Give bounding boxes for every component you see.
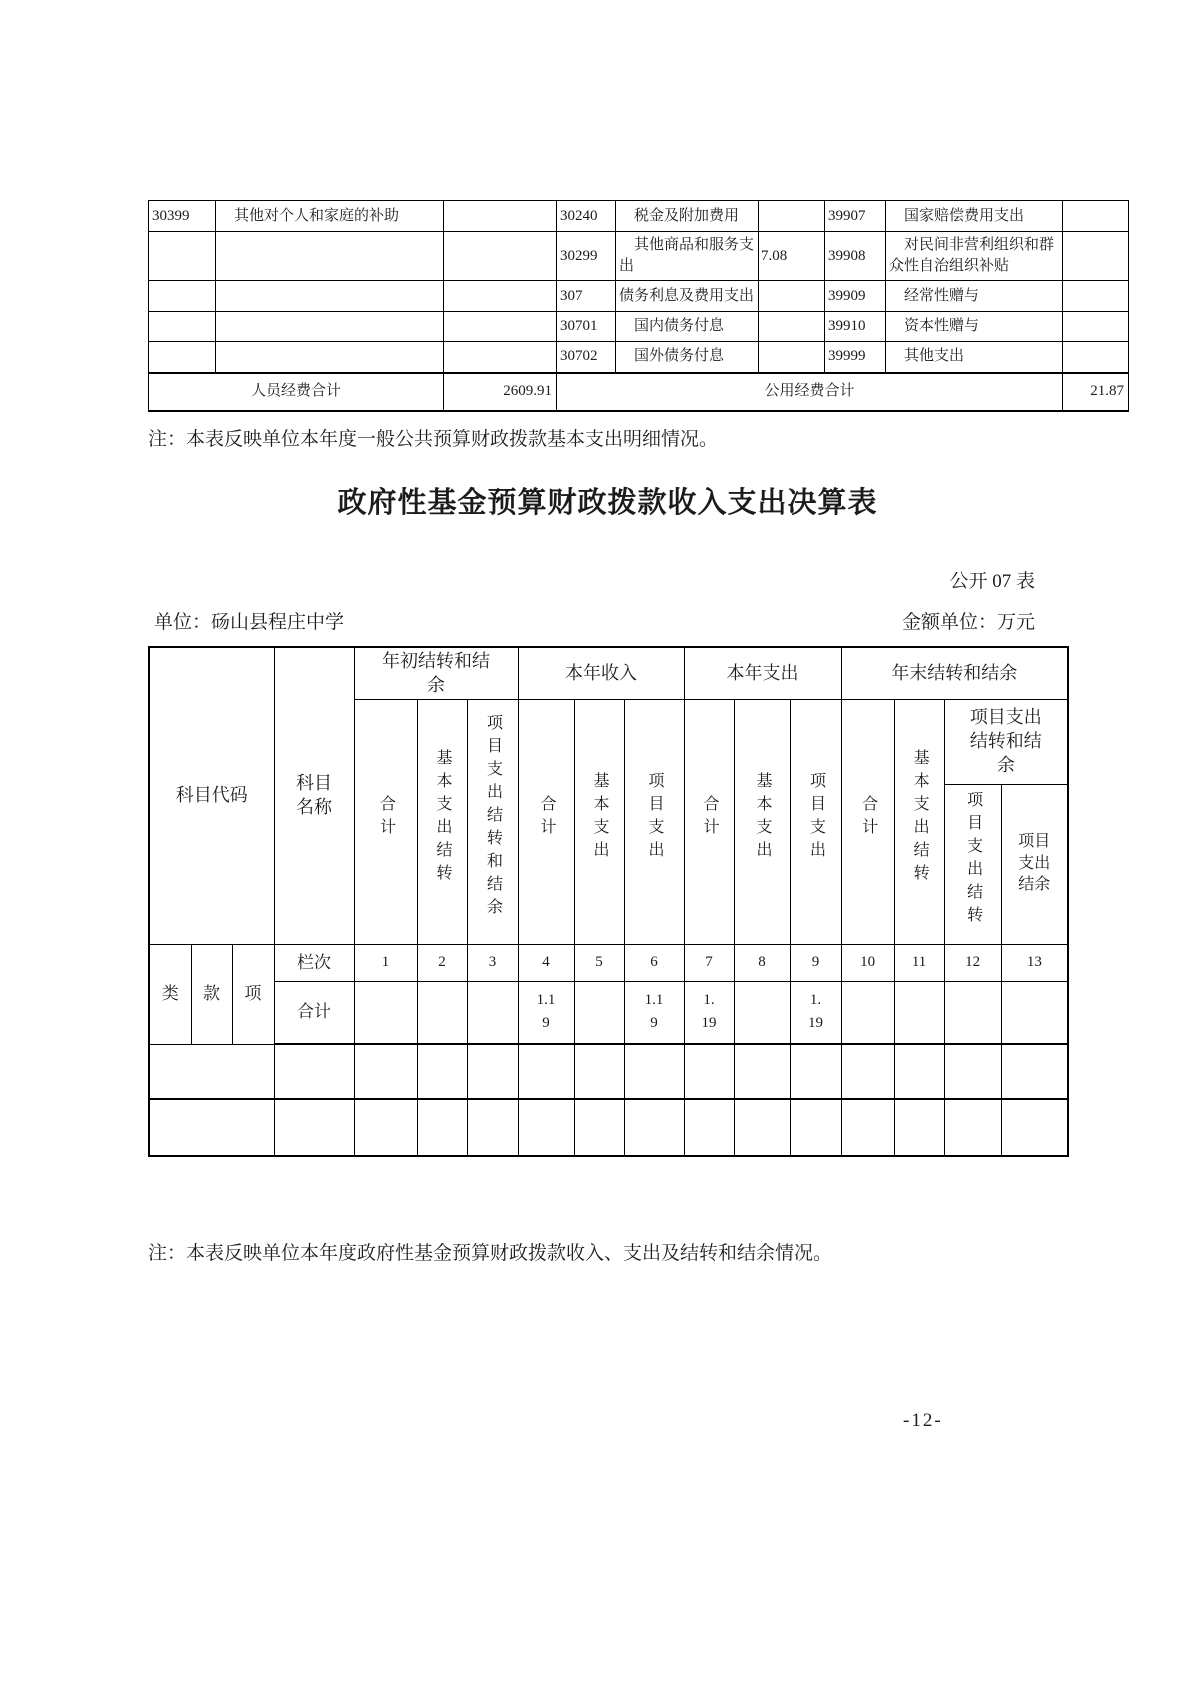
- subject-name-header: 科目名称: [274, 647, 354, 944]
- column-index: 2: [417, 944, 467, 981]
- empty-cell: [417, 1044, 467, 1099]
- subgroup-header-project-carryover: 项目支出结转和结余: [944, 699, 1068, 784]
- empty-cell: [417, 1099, 467, 1156]
- value-cell: 1.19: [624, 981, 684, 1044]
- public-total-label: 公用经费合计: [557, 373, 1063, 411]
- value-cell: [734, 981, 790, 1044]
- empty-cell: [1001, 1099, 1068, 1156]
- group-header-year-expense: 本年支出: [684, 647, 841, 699]
- name-cell: 国内债务付息: [616, 312, 759, 342]
- empty-cell: [841, 1044, 894, 1099]
- empty-cell: [574, 1099, 624, 1156]
- column-index-label: 栏次: [274, 944, 354, 981]
- value-cell: [1063, 342, 1129, 373]
- value-cell: [1063, 281, 1129, 312]
- col-header: 项目支出: [624, 699, 684, 944]
- name-cell: 国家赔偿费用支出: [886, 201, 1063, 232]
- gov-fund-budget-table: [148, 646, 1069, 1157]
- value-cell: [1001, 981, 1068, 1044]
- name-cell: 其他支出: [886, 342, 1063, 373]
- value-cell: [759, 201, 825, 232]
- value-cell: 7.08: [759, 232, 825, 281]
- value-cell: [444, 201, 557, 232]
- value-cell: [467, 981, 518, 1044]
- col-header: 合计: [684, 699, 734, 944]
- value-cell: [574, 981, 624, 1044]
- col-header: 合计: [518, 699, 574, 944]
- group-header-begin-year: 年初结转和结余: [354, 647, 518, 699]
- value-cell: [759, 342, 825, 373]
- value-cell: [841, 981, 894, 1044]
- name-cell: [216, 312, 444, 342]
- basic-expenditure-detail-table: [148, 200, 1129, 412]
- col-header: 基本支出: [734, 699, 790, 944]
- empty-cell: [684, 1044, 734, 1099]
- name-cell: 经常性赠与: [886, 281, 1063, 312]
- column-index: 6: [624, 944, 684, 981]
- empty-cell: [894, 1044, 944, 1099]
- code-cell: 39908: [825, 232, 886, 281]
- empty-cell: [734, 1044, 790, 1099]
- name-cell: [216, 281, 444, 312]
- empty-cell: [1001, 1044, 1068, 1099]
- amount-unit: 金额单位：万元: [901, 612, 1035, 633]
- value-cell: [444, 312, 557, 342]
- value-cell: [1063, 201, 1129, 232]
- name-cell: 税金及附加费用: [616, 201, 759, 232]
- empty-cell: [149, 1044, 274, 1099]
- code-cell: [149, 232, 216, 281]
- code-section-cell: 款: [191, 944, 232, 1044]
- header-row: [149, 647, 1068, 699]
- table-row: [149, 312, 1129, 342]
- value-cell: [1063, 312, 1129, 342]
- table-row: [149, 281, 1129, 312]
- value-cell: [1063, 232, 1129, 281]
- name-cell: 债务利息及费用支出: [616, 281, 759, 312]
- value-cell: [444, 232, 557, 281]
- value-cell: [354, 981, 417, 1044]
- page-number: -12-: [903, 1410, 943, 1431]
- subject-code-header: 科目代码: [149, 647, 274, 944]
- column-index: 12: [944, 944, 1001, 981]
- col-header: 合计: [354, 699, 417, 944]
- column-index: 5: [574, 944, 624, 981]
- empty-cell: [354, 1044, 417, 1099]
- value-cell: [759, 281, 825, 312]
- empty-cell: [841, 1099, 894, 1156]
- column-index: 7: [684, 944, 734, 981]
- table2-note: 注：本表反映单位本年度政府性基金预算财政拨款收入、支出及结转和结余情况。: [148, 1243, 833, 1264]
- name-cell: 其他商品和服务支出: [616, 232, 759, 281]
- col-header: 基本支出结转: [894, 699, 944, 944]
- empty-cell: [734, 1099, 790, 1156]
- col-header: 项目支出结转: [944, 784, 1001, 944]
- empty-cell: [790, 1044, 841, 1099]
- empty-cell: [624, 1099, 684, 1156]
- code-cell: [149, 312, 216, 342]
- value-cell: [894, 981, 944, 1044]
- empty-cell: [944, 1099, 1001, 1156]
- empty-cell: [624, 1044, 684, 1099]
- value-cell: [944, 981, 1001, 1044]
- empty-cell: [684, 1099, 734, 1156]
- col-header: 基本支出结转: [417, 699, 467, 944]
- empty-cell: [274, 1044, 354, 1099]
- code-cell: 30701: [557, 312, 616, 342]
- code-cell: 39907: [825, 201, 886, 232]
- org-unit: 单位：砀山县程庄中学: [154, 612, 345, 633]
- code-cell: [149, 281, 216, 312]
- value-cell: 1.19: [518, 981, 574, 1044]
- column-index: 3: [467, 944, 518, 981]
- name-cell: [216, 342, 444, 373]
- name-cell: 其他对个人和家庭的补助: [216, 201, 444, 232]
- col-header: 项目支出: [790, 699, 841, 944]
- col-header: 项目支出结转和结余: [467, 699, 518, 944]
- code-cell: 39909: [825, 281, 886, 312]
- code-item-cell: 项: [232, 944, 274, 1044]
- name-cell: 国外债务付息: [616, 342, 759, 373]
- code-cell: 30399: [149, 201, 216, 232]
- value-cell: [759, 312, 825, 342]
- column-index-row: [149, 944, 1068, 981]
- empty-cell: [944, 1044, 1001, 1099]
- column-index: 13: [1001, 944, 1068, 981]
- group-header-year-income: 本年收入: [518, 647, 684, 699]
- empty-cell: [467, 1044, 518, 1099]
- table-row: [149, 232, 1129, 281]
- code-cell: 30299: [557, 232, 616, 281]
- code-class-cell: 类: [149, 944, 191, 1044]
- empty-row: [149, 1044, 1068, 1099]
- personnel-total-label: 人员经费合计: [149, 373, 444, 411]
- code-cell: 307: [557, 281, 616, 312]
- empty-cell: [518, 1099, 574, 1156]
- table-row: [149, 342, 1129, 373]
- code-cell: [149, 342, 216, 373]
- empty-cell: [790, 1099, 841, 1156]
- total-label: 合计: [274, 981, 354, 1044]
- empty-cell: [467, 1099, 518, 1156]
- empty-cell: [518, 1044, 574, 1099]
- table-row: [149, 201, 1129, 232]
- column-index: 9: [790, 944, 841, 981]
- page-title: 政府性基金预算财政拨款收入支出决算表: [337, 487, 878, 519]
- empty-row: [149, 1099, 1068, 1156]
- empty-cell: [149, 1099, 274, 1156]
- value-cell: 1.19: [684, 981, 734, 1044]
- value-cell: [417, 981, 467, 1044]
- personnel-total-value: 2609.91: [444, 373, 557, 411]
- group-header-end-year: 年末结转和结余: [841, 647, 1068, 699]
- empty-cell: [894, 1099, 944, 1156]
- form-tag: 公开 07 表: [949, 571, 1035, 592]
- name-cell: 资本性赠与: [886, 312, 1063, 342]
- code-cell: 39910: [825, 312, 886, 342]
- table-total-row: [149, 373, 1129, 411]
- name-cell: [216, 232, 444, 281]
- empty-cell: [274, 1099, 354, 1156]
- column-index: 11: [894, 944, 944, 981]
- code-cell: 30240: [557, 201, 616, 232]
- table1-note: 注：本表反映单位本年度一般公共预算财政拨款基本支出明细情况。: [148, 429, 719, 450]
- col-header: 项目支出结余: [1001, 784, 1068, 944]
- code-cell: 30702: [557, 342, 616, 373]
- column-index: 1: [354, 944, 417, 981]
- value-cell: [444, 281, 557, 312]
- total-row: [149, 981, 1068, 1044]
- col-header: 合计: [841, 699, 894, 944]
- column-index: 8: [734, 944, 790, 981]
- code-cell: 39999: [825, 342, 886, 373]
- empty-cell: [574, 1044, 624, 1099]
- value-cell: 1.19: [790, 981, 841, 1044]
- empty-cell: [354, 1099, 417, 1156]
- public-total-value: 21.87: [1063, 373, 1129, 411]
- col-header: 基本支出: [574, 699, 624, 944]
- name-cell: 对民间非营利组织和群众性自治组织补贴: [886, 232, 1063, 281]
- column-index: 4: [518, 944, 574, 981]
- value-cell: [444, 342, 557, 373]
- column-index: 10: [841, 944, 894, 981]
